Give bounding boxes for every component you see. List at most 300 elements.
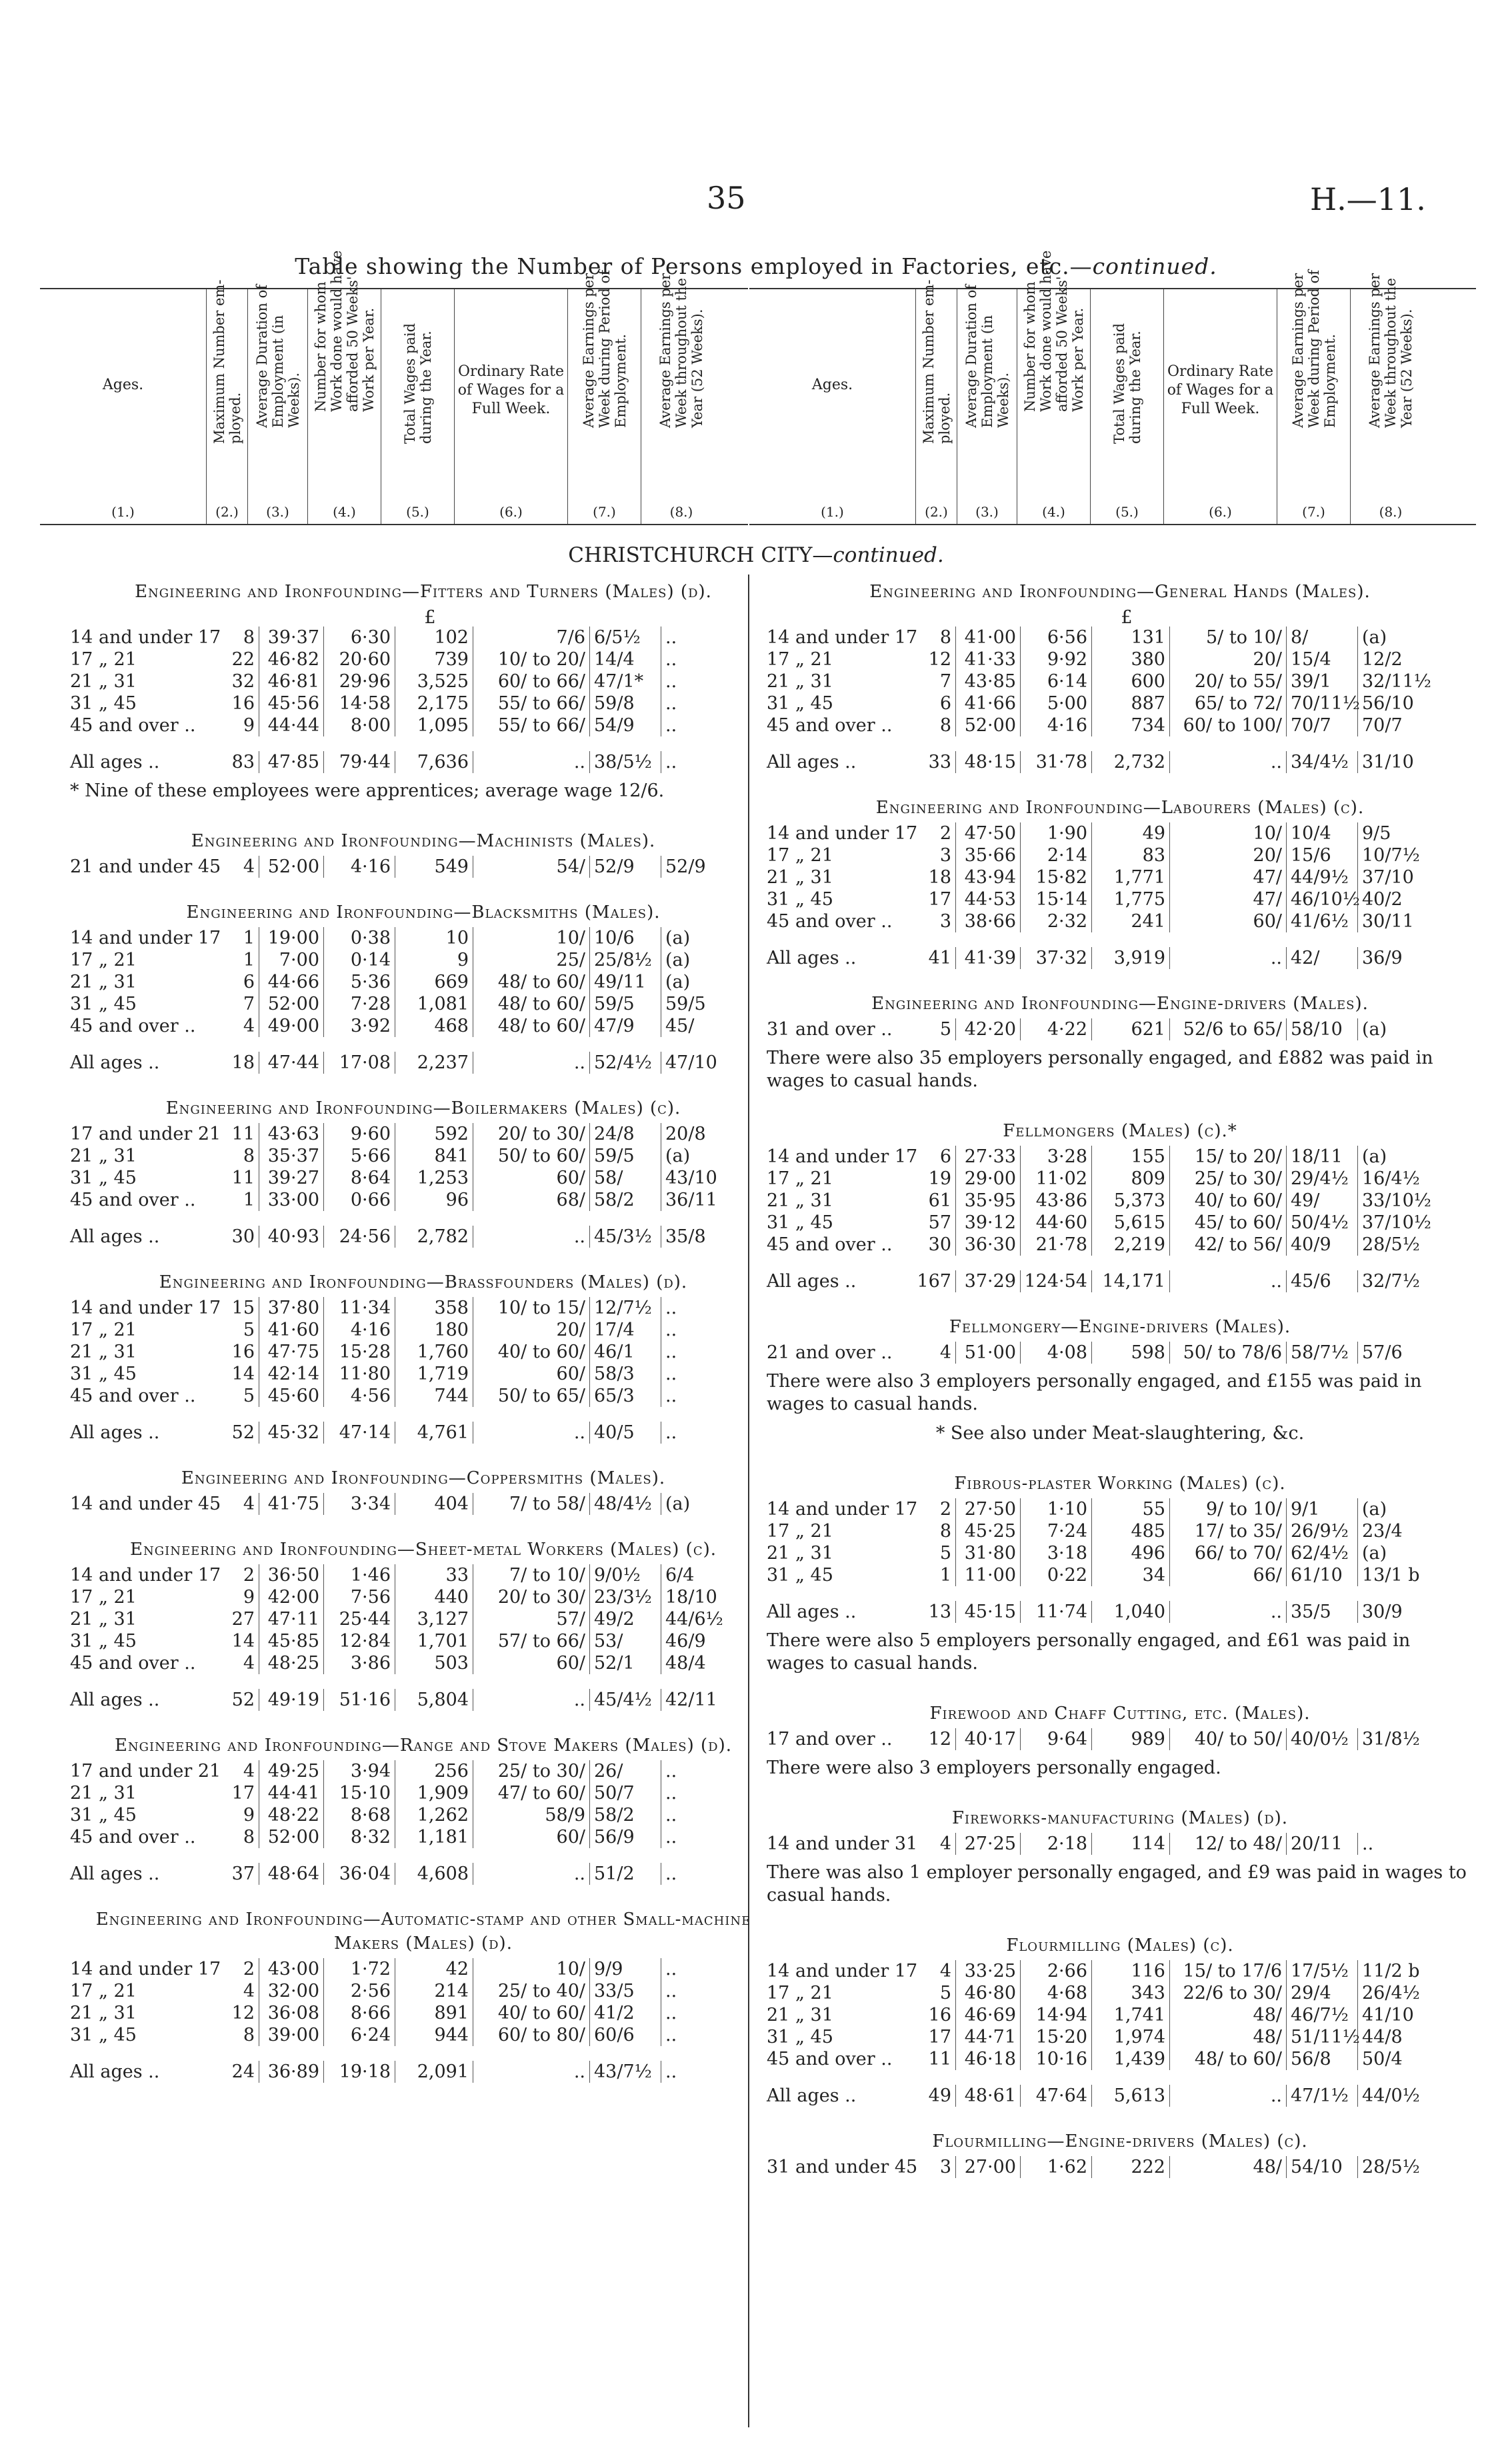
table-row — [70, 1297, 777, 1319]
cell: 35/5 — [1287, 1601, 1358, 1623]
cell: 6·30 — [324, 626, 395, 648]
cell: 52·00 — [259, 856, 324, 878]
section-title: Fellmongery—Engine-drivers (Males). — [949, 1317, 1291, 1337]
pound-symbol: £ — [424, 607, 436, 628]
cell: 31/8½ — [1362, 1729, 1420, 1750]
cell: 11·80 — [324, 1363, 395, 1385]
cell: 36·30 — [956, 1234, 1021, 1256]
cell: 51/11½ — [1287, 2026, 1358, 2048]
spacer — [70, 607, 220, 626]
cell: 8 — [220, 2024, 259, 2046]
cell: 5 — [220, 1319, 259, 1341]
cell: 2,219 — [1092, 1234, 1170, 1256]
cell: 48/ — [1170, 2026, 1287, 2048]
cell: 52·00 — [956, 714, 1021, 736]
header-col-4 — [308, 250, 381, 524]
cell: 1,701 — [395, 1630, 473, 1652]
cell: 180 — [395, 1319, 473, 1341]
cell: 3 — [917, 844, 956, 866]
cell: 60/6 — [590, 2024, 661, 2046]
section-gap — [70, 1885, 777, 1902]
cell: 33/5 — [590, 1980, 661, 2002]
section-note: There was also 1 employer personally engaged, and £9 was paid in wages to casual hands. — [767, 1862, 1467, 1905]
cell: 496 — [1092, 1542, 1170, 1564]
cell: 25/ to 30/ — [1170, 1168, 1287, 1190]
cell: 15·14 — [1021, 888, 1092, 910]
cell: 2,175 — [395, 692, 473, 714]
cell: 2 — [220, 1958, 259, 1980]
table-row — [767, 1498, 1473, 1520]
cell: 1 — [220, 949, 259, 971]
cell: 116 — [1092, 1960, 1170, 1982]
cell: 20/11 — [1287, 1833, 1358, 1855]
table-row — [767, 692, 1473, 714]
cell: 10/4 — [1287, 822, 1358, 844]
cell: 14 and under 17 — [767, 1499, 918, 1520]
cell: 36·50 — [259, 1564, 324, 1586]
cell: 5·36 — [324, 971, 395, 993]
cell: 57/ to 66/ — [473, 1630, 590, 1652]
header-col-1 — [40, 289, 207, 524]
section-gap — [70, 1711, 777, 1728]
cell: 14 and under 17 — [70, 1298, 221, 1318]
cell: 20/ — [1170, 648, 1287, 670]
cell: 31 „ 45 — [767, 1212, 833, 1233]
cell: 131 — [1092, 626, 1170, 648]
cell: 17 — [917, 2026, 956, 2048]
cell: 44·53 — [956, 888, 1021, 910]
cell: 52/9 — [590, 856, 661, 878]
cell: 19·00 — [259, 927, 324, 949]
cell: 944 — [395, 2024, 473, 2046]
table-section — [70, 1538, 777, 1728]
cell: 49/2 — [590, 1608, 661, 1630]
cell: 59/5 — [590, 1145, 661, 1167]
cell: 44/9½ — [1287, 866, 1358, 888]
table-section — [70, 1466, 777, 1532]
table-row — [767, 2026, 1473, 2048]
cell: 11·34 — [324, 1297, 395, 1319]
section-title: Firewood and Chaff Cutting, etc. (Males). — [929, 1704, 1311, 1724]
total-row — [767, 947, 1473, 969]
cell: 60/ — [473, 1363, 590, 1385]
cell: 27 — [220, 1608, 259, 1630]
cell: 31 „ 45 — [767, 2027, 833, 2047]
table-row — [767, 1146, 1473, 1168]
section-title: Engineering and Ironfounding—Automatic-stamp and other Small-machine Makers (Males) (d). — [95, 1909, 751, 1953]
cell: 48/ to 60/ — [473, 993, 590, 1015]
cell: 30 — [917, 1234, 956, 1256]
cell: .. — [665, 752, 677, 772]
cell: 30/11 — [1362, 911, 1414, 932]
cell: 31 „ 45 — [70, 2025, 137, 2045]
cell: 592 — [395, 1123, 473, 1145]
section-title: Engineering and Ironfounding—Labourers (Males) (c). — [875, 798, 1365, 818]
cell: 15·20 — [1021, 2026, 1092, 2048]
cell: 4·16 — [324, 856, 395, 878]
header-col-2 — [207, 279, 248, 524]
table-section — [70, 1096, 777, 1265]
header-text: Average Earnings per Week throughout the Year (52 Weeks). — [657, 273, 705, 428]
cell: 70/7 — [1362, 715, 1403, 736]
cell: 4 — [917, 1833, 956, 1855]
cell: 44/8 — [1362, 2027, 1403, 2047]
table-section — [767, 2129, 1473, 2195]
cell: 48/ — [1170, 2004, 1287, 2026]
table-row — [767, 844, 1473, 866]
table-row — [767, 888, 1473, 910]
cell: 46·81 — [259, 670, 324, 692]
cell: 14 and under 31 — [767, 1834, 918, 1854]
cell: (a) — [1362, 1019, 1387, 1040]
table-section — [70, 1270, 777, 1461]
cell: 18/10 — [665, 1587, 717, 1608]
cell: 17 — [220, 1782, 259, 1804]
cell: 11 — [220, 1123, 259, 1145]
cell: 14 and under 17 — [70, 1959, 221, 1979]
cell: 1,262 — [395, 1804, 473, 1826]
cell: 25/ to 40/ — [473, 1980, 590, 2002]
table-row — [70, 1564, 777, 1586]
cell: 0·22 — [1021, 1564, 1092, 1586]
cell: 11 — [220, 1167, 259, 1189]
cell: 9 — [220, 714, 259, 736]
header-text: Number for whom Work done would have afforded 50 Weeks' Work per Year. — [312, 250, 377, 412]
cell: 42·00 — [259, 1586, 324, 1608]
cell: 28/5½ — [1362, 2157, 1420, 2177]
table-row — [70, 692, 777, 714]
cell: 124·54 — [1021, 1270, 1092, 1292]
cell: 48·25 — [259, 1652, 324, 1674]
cell: 41/10 — [1362, 2005, 1414, 2025]
cell: 17·08 — [324, 1052, 395, 1074]
cell: 52/9 — [665, 856, 706, 877]
cell: 1,909 — [395, 1782, 473, 1804]
cell: 58/2 — [590, 1189, 661, 1211]
cell: 45·60 — [259, 1385, 324, 1407]
cell: 41/6½ — [1287, 910, 1358, 932]
section-title: Engineering and Ironfounding—Sheet-metal Workers (Males) (c). — [130, 1540, 717, 1560]
cell: 49 — [917, 2085, 956, 2107]
cell: 17 „ 21 — [767, 1168, 833, 1189]
cell: 27·33 — [956, 1146, 1021, 1168]
cell: 9/0½ — [590, 1564, 661, 1586]
cell: 7/ to 58/ — [473, 1493, 590, 1515]
cell: (a) — [665, 972, 691, 992]
table-row — [70, 670, 777, 692]
section-title: Engineering and Ironfounding—Coppersmiths (Males). — [181, 1468, 666, 1488]
cell: All ages .. — [70, 1422, 160, 1443]
cell: 57/6 — [1362, 1342, 1403, 1363]
cell: 24 — [220, 2061, 259, 2083]
cell: 20/ — [473, 1319, 590, 1341]
cell: 44/6½ — [665, 1609, 723, 1630]
table-row — [70, 1760, 777, 1782]
cell: 989 — [1092, 1728, 1170, 1750]
cell: 3,525 — [395, 670, 473, 692]
cell: 46/9 — [665, 1631, 706, 1652]
cell: 11 — [917, 2048, 956, 2070]
cell: 21 and under 45 — [70, 856, 221, 877]
table-row — [70, 1493, 777, 1515]
cell: 4·08 — [1021, 1342, 1092, 1364]
cell: 40/0½ — [1287, 1728, 1358, 1750]
cell: 54/9 — [590, 714, 661, 736]
cell: 8 — [917, 626, 956, 648]
cell: 9 — [220, 1586, 259, 1608]
cell: 17 „ 21 — [767, 1521, 833, 1542]
cell: 56/10 — [1362, 693, 1414, 714]
header-col-4 — [1017, 250, 1091, 524]
cell: 36·08 — [259, 2002, 324, 2024]
header-col-6 — [455, 289, 568, 524]
cell: 20/ to 30/ — [473, 1123, 590, 1145]
table-row — [70, 1980, 777, 2002]
cell: 79·44 — [324, 751, 395, 773]
cell: 4·68 — [1021, 1982, 1092, 2004]
cell: 47·14 — [324, 1422, 395, 1444]
cell: 48·64 — [259, 1863, 324, 1885]
cell: 53/ — [590, 1630, 661, 1652]
cell: 44·71 — [956, 2026, 1021, 2048]
cell: 380 — [1092, 648, 1170, 670]
cell: 47/ — [1170, 866, 1287, 888]
cell: 49·25 — [259, 1760, 324, 1782]
cell: 31 „ 45 — [70, 1805, 137, 1826]
cell: 5,804 — [395, 1689, 473, 1711]
cell: 16 — [220, 1341, 259, 1363]
cell: 44·66 — [259, 971, 324, 993]
cell: 48/ — [1170, 2156, 1287, 2178]
cell: 14/4 — [590, 648, 661, 670]
cell: 46·82 — [259, 648, 324, 670]
cell: 8·64 — [324, 1167, 395, 1189]
cell: 45·15 — [956, 1601, 1021, 1623]
section-title: Flourmilling (Males) (c). — [1006, 1935, 1234, 1955]
cell: 7/ to 10/ — [473, 1564, 590, 1586]
cell: 4·16 — [324, 1319, 395, 1341]
cell: 10/6 — [590, 927, 661, 949]
cell: .. — [665, 671, 677, 692]
cell: .. — [665, 1805, 677, 1826]
cell: 8·68 — [324, 1804, 395, 1826]
header-col-7 — [568, 269, 641, 524]
table-row — [767, 2048, 1473, 2070]
table-section — [767, 1472, 1473, 1696]
cell: 44·44 — [259, 714, 324, 736]
section-gap — [767, 1784, 1473, 1801]
cell: 48·22 — [259, 1804, 324, 1826]
cell: 47·44 — [259, 1052, 324, 1074]
cell: All ages .. — [70, 1052, 160, 1073]
cell: 24/8 — [590, 1123, 661, 1145]
table-row — [767, 1728, 1473, 1750]
header-number: (5.) — [1115, 504, 1139, 520]
cell: 4 — [220, 1980, 259, 2002]
table-row — [767, 1564, 1473, 1586]
cell: 55/ to 66/ — [473, 692, 590, 714]
table-title-continued: continued. — [1092, 253, 1217, 279]
cell: 39·27 — [259, 1167, 324, 1189]
cell: (a) — [665, 1494, 691, 1514]
cell: 27·50 — [956, 1498, 1021, 1520]
cell: 3·18 — [1021, 1542, 1092, 1564]
cell: 58/3 — [590, 1363, 661, 1385]
cell: 20/ to 30/ — [473, 1586, 590, 1608]
cell: 5·00 — [1021, 692, 1092, 714]
cell: 57 — [917, 1212, 956, 1234]
cell: 468 — [395, 1015, 473, 1037]
cell: 21 „ 31 — [70, 1146, 137, 1166]
cell: 739 — [395, 648, 473, 670]
section-gap — [70, 1074, 777, 1091]
cell: 5/ to 10/ — [1170, 626, 1287, 648]
cell: 6 — [917, 1146, 956, 1168]
cell: (a) — [1362, 1543, 1387, 1564]
cell: 7 — [917, 670, 956, 692]
cell: 52/6 to 65/ — [1170, 1018, 1287, 1040]
cell: 21 „ 31 — [70, 671, 137, 692]
cell: 52 — [220, 1422, 259, 1444]
cell: 45 and over .. — [70, 1016, 196, 1036]
cell: 44/0½ — [1362, 2085, 1420, 2106]
cell: (a) — [665, 928, 691, 948]
cell: (a) — [1362, 627, 1387, 648]
cell: 8 — [917, 1520, 956, 1542]
cell: 9·92 — [1021, 648, 1092, 670]
cell: 25/ to 30/ — [473, 1760, 590, 1782]
table-row — [70, 2024, 777, 2046]
cell: 600 — [1092, 670, 1170, 692]
cell: 621 — [1092, 1018, 1170, 1040]
cell: 48/ to 60/ — [1170, 2048, 1287, 2070]
city-title — [0, 543, 1512, 567]
cell: 1 — [917, 1564, 956, 1586]
cell: 3·86 — [324, 1652, 395, 1674]
cell: 3·28 — [1021, 1146, 1092, 1168]
pound-unit-row — [767, 607, 1473, 626]
cell: 42/ — [1287, 947, 1358, 969]
cell: 60/ — [473, 1167, 590, 1189]
cell: 48/ to 60/ — [473, 1015, 590, 1037]
cell: 46·18 — [956, 2048, 1021, 2070]
cell: 83 — [220, 751, 259, 773]
cell: 61 — [917, 1190, 956, 1212]
cell: .. — [665, 2061, 677, 2082]
section-gap — [70, 1248, 777, 1265]
header-text: Average Duration of Employment (in Weeks). — [253, 284, 302, 428]
cell: 32/11½ — [1362, 671, 1431, 692]
table-row — [767, 2004, 1473, 2026]
cell: 14·58 — [324, 692, 395, 714]
cell: 66/ to 70/ — [1170, 1542, 1287, 1564]
cell: 45 and over .. — [70, 715, 196, 736]
section-gap — [767, 2178, 1473, 2195]
cell: 4·56 — [324, 1385, 395, 1407]
cell: 14 and under 17 — [767, 627, 918, 648]
cell: 40/ to 60/ — [473, 2002, 590, 2024]
header-col-3 — [957, 284, 1017, 524]
section-title: Engineering and Ironfounding—Boilermakers (Males) (c). — [165, 1098, 681, 1118]
header-text: Total Wages paid during the Year. — [401, 323, 434, 444]
cell: 29/4½ — [1287, 1168, 1358, 1190]
cell: 18 — [917, 866, 956, 888]
header-number: (5.) — [406, 504, 429, 520]
cell: 3·92 — [324, 1015, 395, 1037]
cell: 21 „ 31 — [767, 1190, 833, 1211]
table-row — [70, 949, 777, 971]
header-text: Average Duration of Employment (in Weeks). — [963, 284, 1011, 428]
section-title: Flourmilling—Engine-drivers (Males) (c). — [932, 2131, 1308, 2151]
cell: 62/4½ — [1287, 1542, 1358, 1564]
cell: 10/ — [1170, 822, 1287, 844]
cell: 19 — [917, 1168, 956, 1190]
cell: 41·00 — [956, 626, 1021, 648]
cell: 30 — [220, 1226, 259, 1248]
cell: 33·00 — [259, 1189, 324, 1211]
cell: 52·00 — [259, 993, 324, 1015]
header-col-8 — [641, 273, 721, 524]
cell: 61/10 — [1287, 1564, 1358, 1586]
cell: 7·56 — [324, 1586, 395, 1608]
cell: All ages .. — [70, 2061, 160, 2082]
cell: 48·61 — [956, 2085, 1021, 2107]
cell: 12/2 — [1362, 649, 1403, 670]
cell: 59/5 — [590, 993, 661, 1015]
cell: 891 — [395, 2002, 473, 2024]
cell: 42·20 — [956, 1018, 1021, 1040]
table-row — [767, 1960, 1473, 1982]
cell: 29/4 — [1287, 1982, 1358, 2004]
cell: 14,171 — [1092, 1270, 1170, 1292]
cell: 10·16 — [1021, 2048, 1092, 2070]
cell: 12·84 — [324, 1630, 395, 1652]
cell: 49/ — [1287, 1190, 1358, 1212]
table-row — [70, 714, 777, 736]
right-column — [767, 575, 1473, 2195]
cell: 70/7 — [1287, 714, 1358, 736]
cell: 8 — [220, 1145, 259, 1167]
cell: 36/11 — [665, 1190, 717, 1210]
cell: 4 — [220, 1652, 259, 1674]
cell: 32/7½ — [1362, 1271, 1420, 1292]
cell: 5,615 — [1092, 1212, 1170, 1234]
cell: .. — [665, 627, 677, 648]
cell: 1·62 — [1021, 2156, 1092, 2178]
spacer — [767, 607, 917, 626]
total-row — [767, 751, 1473, 773]
cell: 1·46 — [324, 1564, 395, 1586]
cell: .. — [665, 1320, 677, 1340]
table-section — [767, 1806, 1473, 1928]
cell: 35·37 — [259, 1145, 324, 1167]
cell: 65/3 — [590, 1385, 661, 1407]
cell: 42 — [395, 1958, 473, 1980]
cell: 1 — [220, 927, 259, 949]
header-text: Average Earnings per Week during Period of Employment. — [580, 269, 629, 428]
cell: 29·96 — [324, 670, 395, 692]
cell: 37/10½ — [1362, 1212, 1431, 1233]
cell: .. — [665, 1422, 677, 1443]
cell: 48·15 — [956, 751, 1021, 773]
cell: 31·80 — [956, 1542, 1021, 1564]
table-section — [70, 900, 777, 1091]
cell: 12 — [220, 2002, 259, 2024]
cell: 55 — [1092, 1498, 1170, 1520]
header-number: (3.) — [975, 504, 999, 520]
cell: .. — [1170, 1270, 1287, 1292]
cell: 42·14 — [259, 1363, 324, 1385]
